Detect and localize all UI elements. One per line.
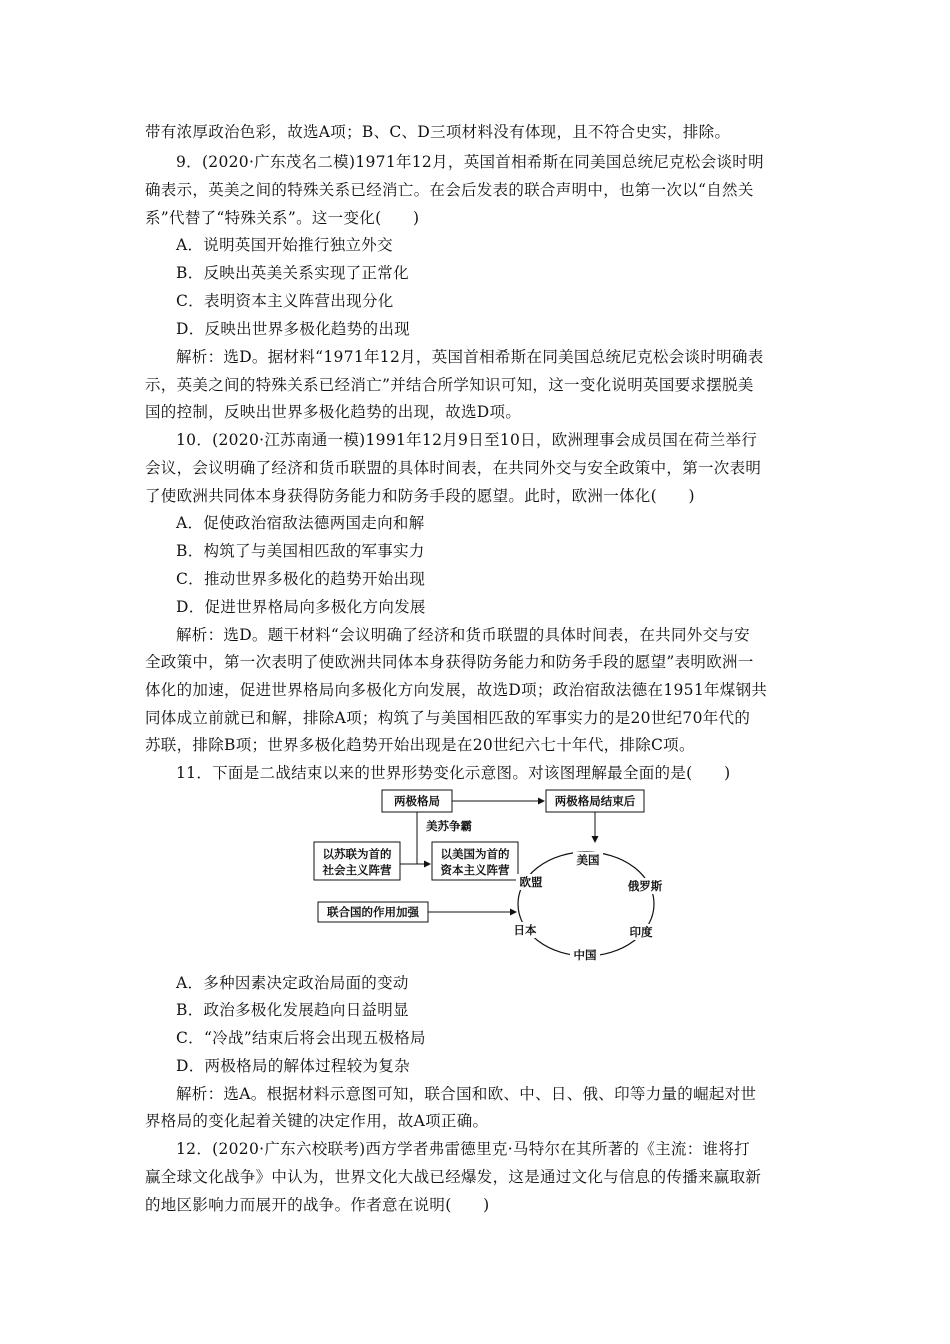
bipolar-label: 两极格局 — [394, 794, 440, 808]
text-line: 带有浓厚政治色彩，故选A项；B、C、D三项材料没有体现，且不符合史实，排除。 — [145, 123, 731, 141]
soviet-camp-line-2: 社会主义阵营 — [322, 863, 392, 877]
q9-option-a: A．说明英国开始推行独立外交 — [176, 236, 393, 254]
question-12-stem: 12．(2020·广东六校联考)西方学者弗雷德里克·马特尔在其所著的《主流：谁将打 — [176, 1140, 750, 1158]
q10-option-c: C．推动世界多极化的趋势开始出现 — [176, 570, 426, 588]
q10-option-d: D．促进世界格局向多极化方向发展 — [176, 598, 426, 616]
q11-analysis: 解析：选A。根据材料示意图可知，联合国和欧、中、日、俄、印等力量的崛起对世 — [176, 1085, 757, 1103]
q10-analysis: 解析：选D。题干材料“会议明确了经济和货币联盟的具体时间表，在共同外交与安 — [176, 626, 750, 644]
text-line: 确表示，英美之间的特殊关系已经消亡。在会后发表的联合声明中，也第一次以“自然关 — [145, 181, 754, 199]
q11-option-b: B．政治多极化发展趋向日益明显 — [176, 1001, 409, 1019]
after-bipolar-label: 两极格局结束后 — [554, 794, 636, 808]
us-camp-line-1: 以美国为首的 — [440, 847, 510, 861]
node-russia: 俄罗斯 — [627, 879, 663, 893]
text-line: 同体成立前就已和解，排除A项；构筑了与美国相匹敌的军事实力的是20世纪70年代的 — [145, 709, 751, 727]
question-9-stem: 9．(2020·广东茂名二模)1971年12月，英国首相希斯在同美国总统尼克松会谈时明 — [176, 153, 764, 171]
text-line: 全政策中，第一次表明了使欧洲共同体本身获得防务能力和防务手段的愿望”表明欧洲一 — [145, 653, 754, 671]
node-eu: 欧盟 — [519, 875, 543, 889]
text-line: 示，英美之间的特殊关系已经消亡”并结合所学知识可知，这一变化说明英国要求摆脱美 — [145, 376, 754, 394]
q10-option-a: A．促使政治宿敌法德两国走向和解 — [176, 514, 425, 532]
q11-option-a: A．多种因素决定政治局面的变动 — [176, 974, 409, 992]
q11-option-c: C．“冷战”结束后将会出现五极格局 — [176, 1029, 426, 1047]
q9-option-d: D．反映出世界多极化趋势的出现 — [176, 320, 410, 338]
text-line: 苏联，排除B项；世界多极化趋势开始出现是在20世纪六七十年代，排除C项。 — [145, 736, 695, 754]
node-japan: 日本 — [513, 923, 537, 937]
text-line: 体化的加速，促进世界格局向多极化方向发展，故选D项；政治宿敌法德在1951年煤钢共 — [145, 681, 768, 699]
text-line: 赢全球文化战争》中认为，世界文化大战已经爆发，这是通过文化与信息的传播来赢取新 — [145, 1168, 762, 1186]
text-line: 的地区影响力而展开的战争。作者意在说明( ) — [145, 1196, 490, 1214]
node-india: 印度 — [629, 925, 653, 939]
q11-option-d: D．两极格局的解体过程较为复杂 — [176, 1057, 410, 1075]
un-label: 联合国的作用加强 — [327, 905, 419, 919]
text-line: 界格局的变化起着关键的决定作用，故A项正确。 — [145, 1112, 489, 1130]
question-11-stem: 11．下面是二战结束以来的世界形势变化示意图。对该图理解最全面的是( ) — [176, 764, 731, 782]
text-line: 了使欧洲共同体本身获得防务能力和防务手段的愿望。此时，欧洲一体化( ) — [145, 487, 695, 505]
q9-analysis: 解析：选D。据材料“1971年12月，英国首相希斯在同美国总统尼克松会谈时明确表 — [176, 348, 764, 366]
node-china: 中国 — [573, 948, 597, 962]
rivalry-label: 美苏争霸 — [426, 819, 472, 833]
q10-option-b: B．构筑了与美国相匹敌的军事实力 — [176, 542, 425, 560]
q9-option-b: B．反映出英美关系实现了正常化 — [176, 264, 409, 282]
text-line: 系”代替了“特殊关系”。这一变化( ) — [145, 209, 420, 227]
node-us: 美国 — [576, 853, 600, 867]
world-situation-diagram — [308, 786, 680, 966]
q9-option-c: C．表明资本主义阵营出现分化 — [176, 292, 394, 310]
text-line: 国的控制，反映出世界多极化趋势的出现，故选D项。 — [145, 403, 522, 421]
us-camp-line-2: 资本主义阵营 — [440, 863, 510, 877]
soviet-camp-line-1: 以苏联为首的 — [322, 847, 392, 861]
text-line: 会议，会议明确了经济和货币联盟的具体时间表，在共同外交与安全政策中，第一次表明 — [145, 459, 762, 477]
question-10-stem: 10．(2020·江苏南通一模)1991年12月9日至10日，欧洲理事会成员国在荷兰举行 — [176, 431, 758, 449]
